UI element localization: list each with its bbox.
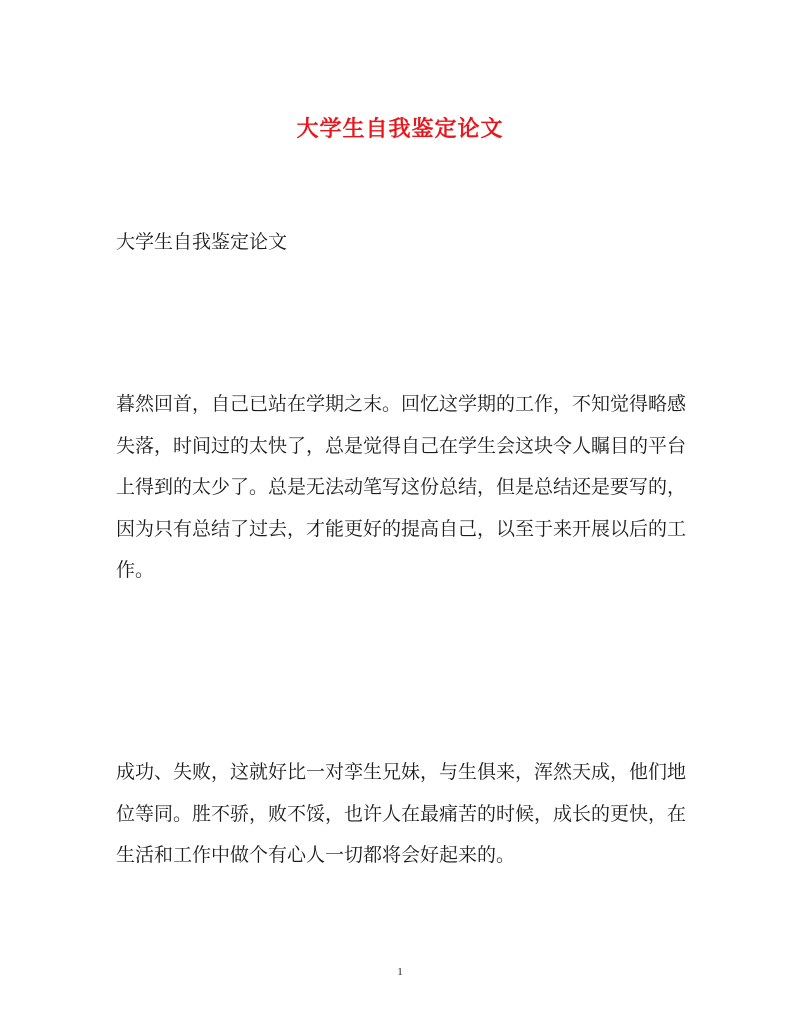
document-subtitle: 大学生自我鉴定论文 (116, 231, 288, 253)
paragraph-line: 上得到的太少了。总是无法动笔写这份总结，但是总结还是要写的， (116, 476, 687, 498)
paragraph-line: 成功、失败，这就好比一对孪生兄妹，与生俱来，浑然天成，他们地 (116, 761, 687, 783)
paragraph-line: 位等同。胜不骄，败不馁，也许人在最痛苦的时候，成长的更快，在 (116, 802, 687, 825)
paragraph-2 (116, 752, 686, 877)
paragraph-line: 暮然回首，自己已站在学期之末。回忆这学期的工作，不知觉得略感 (116, 393, 687, 415)
paragraph-line: 作。 (116, 559, 155, 581)
paragraph-line: 生活和工作中做个有心人一切都将会好起来的。 (116, 844, 516, 866)
document-title: 大学生自我鉴定论文 (296, 116, 504, 142)
paragraph-line: 因为只有总结了过去，才能更好的提高自己，以至于来开展以后的工 (116, 517, 687, 540)
paragraph-1 (116, 384, 686, 592)
paragraph-line: 失落，时间过的太快了，总是觉得自己在学生会这块令人瞩目的平台 (116, 434, 687, 457)
page-number: 1 (397, 966, 403, 978)
